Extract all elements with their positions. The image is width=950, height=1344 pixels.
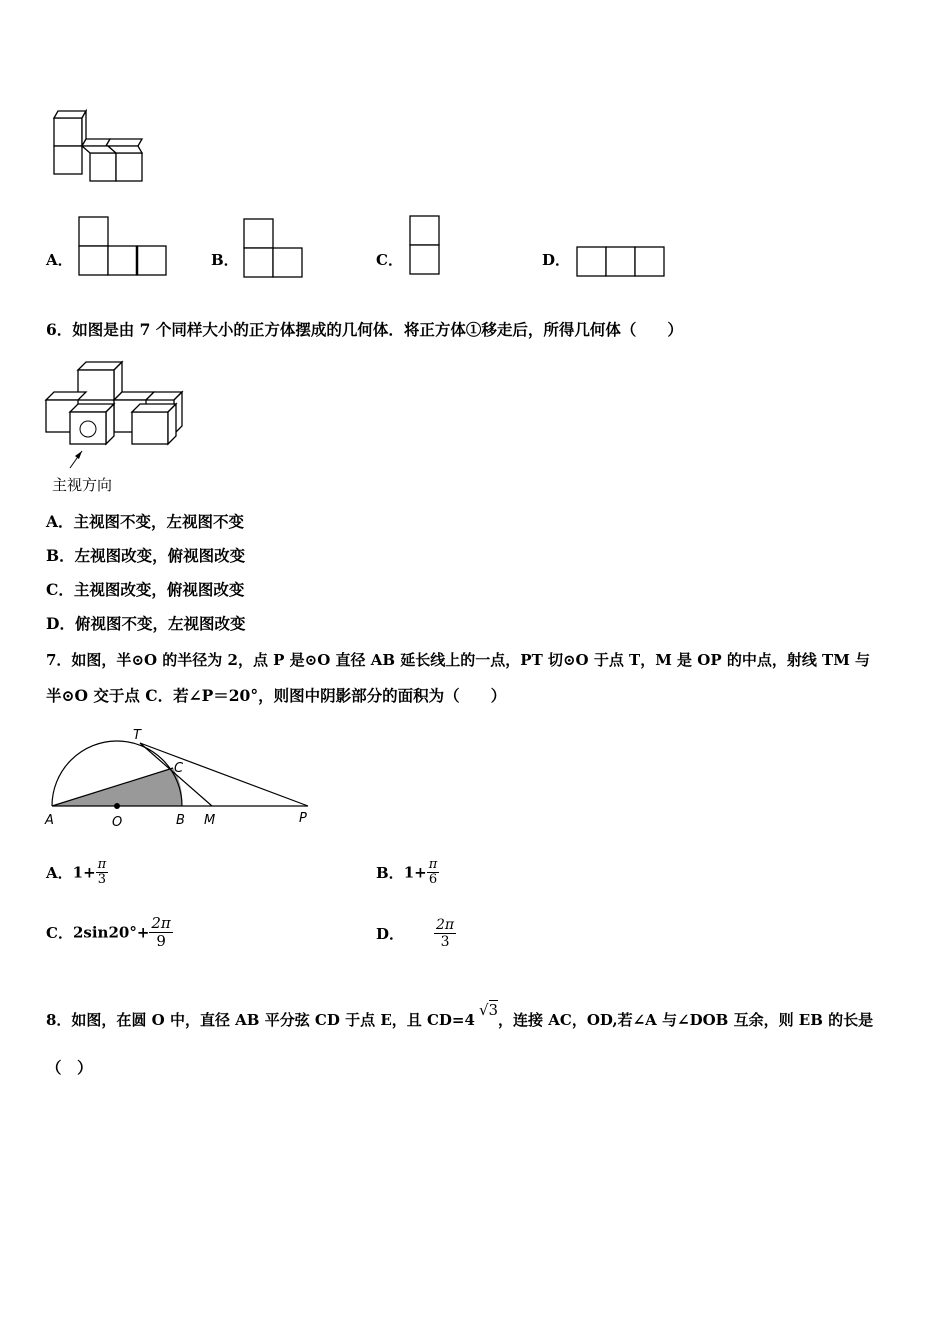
q5-option-a-letter: A． <box>46 251 73 269</box>
q7-option-b-prefix: 1+ <box>403 863 427 882</box>
q7-option-a-letter: A． <box>46 864 73 882</box>
q5-option-d-figure <box>576 246 669 278</box>
q7-option-b-letter: B． <box>376 864 404 882</box>
q7-option-a-prefix: 1+ <box>72 863 96 882</box>
q6-stem: 6．如图是由 7 个同样大小的正方体摆成的几何体．将正方体①移走后，所得几何体（ ） <box>46 320 683 339</box>
q8-text-after: ，连接 AC，OD,若∠A 与∠DOB 互余，则 EB 的长是 <box>498 1011 874 1029</box>
q7-option-d-den: 3 <box>440 934 450 950</box>
q7-option-b-fraction <box>427 858 440 887</box>
q7-stem-line1: 7．如图，半⊙O 的半径为 2，点 P 是⊙O 直径 AB 延长线上的一点，PT 切⊙O 于点 T，M 是 OP 的中点，射线 TM 与 <box>46 651 871 669</box>
q6-cube-1-label <box>80 420 91 434</box>
q7-option-b-den: 6 <box>428 872 438 887</box>
q7-option-a-num: π <box>97 857 107 872</box>
q7-label-t: T <box>133 728 141 743</box>
q7-label-c: C <box>174 761 184 776</box>
q5-option-c-letter: C． <box>376 251 403 269</box>
q7-option-a-fraction <box>96 858 109 887</box>
q5-option-a-figure <box>78 216 168 278</box>
q8-stem <box>46 1001 874 1030</box>
q6-option-b: B．左视图改变，俯视图改变 <box>46 546 246 565</box>
q7-label-o: O <box>112 815 123 830</box>
q8-text-before: 8．如图，在圆 O 中，直径 AB 平分弦 CD 于点 E，且 CD=4 <box>46 1011 475 1029</box>
q7-option-c-prefix: 2sin20°+ <box>72 923 150 942</box>
q7-label-p: P <box>299 811 307 826</box>
q7-label-m: M <box>204 813 216 828</box>
q5-option-d-letter: D． <box>542 251 571 269</box>
q6-figure-label: 主视方向 <box>52 476 113 494</box>
q7-option-d-letter: D． <box>376 925 405 943</box>
q7-option-b-num: π <box>428 857 438 872</box>
q7-option-c <box>46 915 173 950</box>
q7-stem-line2: 半⊙O 交于点 C．若∠P＝20°，则图中阴影部分的面积为（ ） <box>46 686 507 705</box>
q7-option-d-num: 2π <box>436 917 455 933</box>
q5-option-b-figure <box>243 218 305 280</box>
q8-sqrt: √3 <box>478 1001 499 1019</box>
q7-option-a <box>46 858 108 887</box>
q7-option-a-den: 3 <box>97 872 107 887</box>
q7-label-a: A <box>45 813 54 828</box>
q7-option-b <box>376 858 439 887</box>
q6-option-c: C．主视图改变，俯视图改变 <box>46 580 245 599</box>
q7-option-d-fraction <box>434 917 456 950</box>
q7-option-c-fraction <box>149 915 172 950</box>
q5-option-b-letter: B． <box>211 251 239 269</box>
q7-label-b: B <box>176 813 185 828</box>
q7-figure <box>40 722 330 832</box>
q8-answer-paren: （ ） <box>46 1058 93 1077</box>
q6-option-a: A．主视图不变，左视图不变 <box>46 512 245 531</box>
q7-option-c-den: 9 <box>156 932 166 950</box>
q7-option-d <box>376 917 456 950</box>
q5-option-c-figure <box>409 215 443 277</box>
q8-radicand: 3 <box>488 1001 499 1019</box>
q6-option-d: D．俯视图不变，左视图改变 <box>46 614 246 633</box>
q5-figure <box>48 108 148 186</box>
q7-option-c-letter: C． <box>46 924 73 942</box>
q7-option-c-num: 2π <box>151 914 171 932</box>
